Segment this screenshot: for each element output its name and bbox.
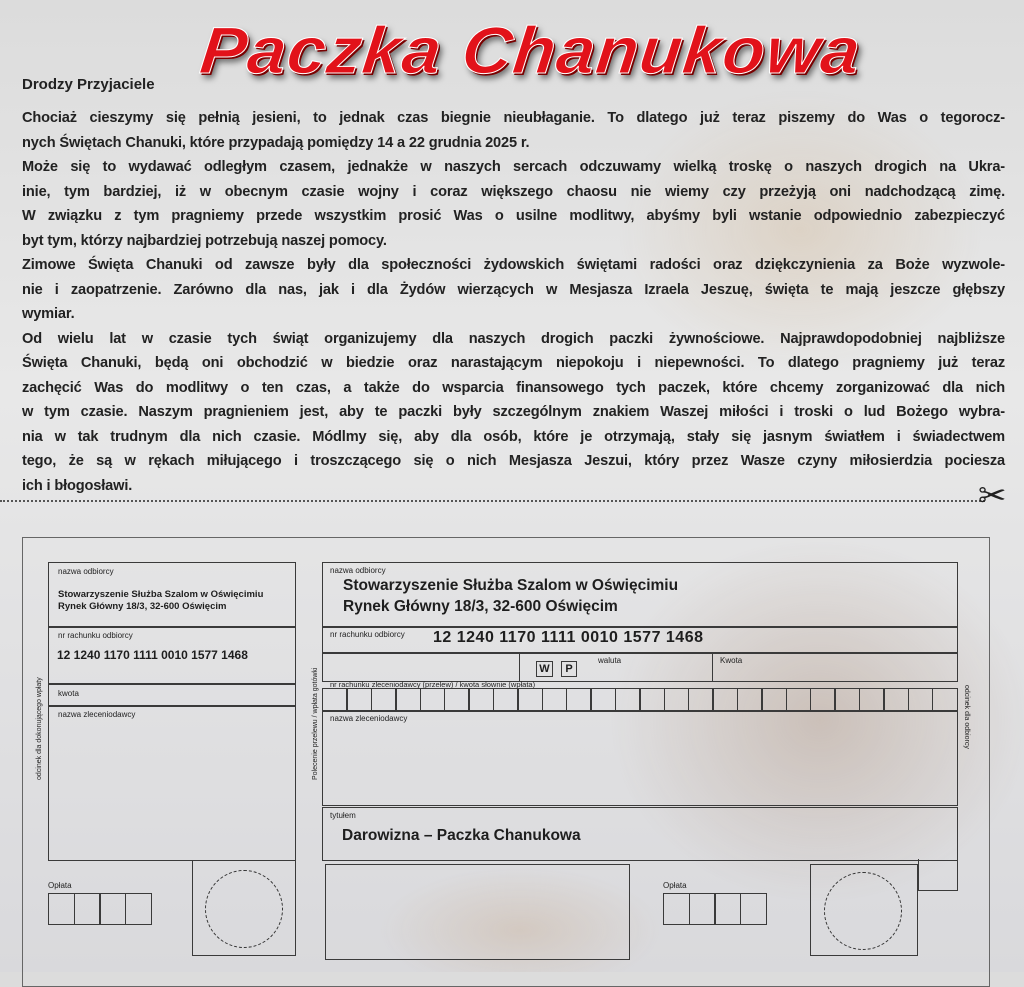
letter-line: zachęcić Was do modlitwy o ten czas, a także do wsparcia finansowego tych paczek, które chcemy zorganizować dla nich [22, 379, 1005, 396]
letter-line: byt tym, którzy najbardziej potrzebują naszej pomocy. [22, 232, 387, 249]
stub-amount-label: kwota [58, 689, 79, 698]
w-checkbox[interactable]: W [536, 661, 553, 677]
account-digit-cell[interactable] [346, 688, 372, 712]
stub-recipient-line2: Rynek Główny 18/3, 32-600 Oświęcim [58, 601, 227, 612]
recipient-line2: Rynek Główny 18/3, 32-600 Oświęcim [343, 598, 618, 615]
stub-recipient-line1: Stowarzyszenie Służba Szalom w Oświęcimiu [58, 589, 264, 600]
letter-line: W związku z tym pragniemy przede wszystkim prosić Was o usilne modlitwy, abyśmy byli wstanie odpowiednio zabezpieczyć [22, 208, 1005, 224]
letter-line: Święta Chanuki, będą oni obchodzić w biedzie oraz narastającym niepokoju i niepewności. To dlatego pragniemy już teraz [22, 355, 1005, 371]
fee-digit-cell[interactable] [689, 893, 716, 925]
cut-line [0, 500, 985, 502]
account-digit-cell[interactable] [542, 688, 568, 712]
account-digit-cell[interactable] [810, 688, 836, 712]
letter-line: Zimowe Święta Chanuki od zawsze były dla społeczności żydowskich świętami radości oraz dziękczynienia za Boże wyzwole- [22, 257, 1005, 273]
stub-payer-label: nazwa zleceniodawcy [58, 710, 136, 719]
stamp-circle-icon [824, 872, 902, 950]
stub-recipient-label: nazwa odbiorcy [58, 567, 114, 576]
stub-account-value: 12 1240 1170 1111 0010 1577 1468 [57, 648, 248, 662]
title-value: Darowizna – Paczka Chanukowa [342, 827, 581, 844]
letter-line: ich i błogosławi. [22, 477, 133, 494]
stub-side-label: odcinek dla dokonującego wpłaty [36, 677, 43, 780]
account-digit-cell[interactable] [908, 688, 934, 712]
greeting: Drodzy Przyjaciele [22, 76, 155, 93]
letter-line: Chociaż cieszymy się pełnią jesieni, to jednak czas biegnie nieubłaganie. To dlatego już teraz piszemy do Was o tegorocz- [22, 110, 1005, 126]
letter-line: nia w tak trudnym dla nich czasie. Módlmy się, aby dla osób, które je otrzymają, stały się jasnym światłem i świadectwem [22, 428, 1005, 445]
account-digit-cell[interactable] [395, 688, 421, 712]
account-digit-cell[interactable] [664, 688, 690, 712]
recipient-line1: Stowarzyszenie Służba Szalom w Oświęcimiu [343, 577, 679, 594]
recipient-field[interactable] [322, 562, 958, 628]
fee-digit-cell[interactable] [740, 893, 767, 925]
p-checkbox[interactable]: P [561, 661, 577, 677]
fee-digit-cell[interactable] [48, 893, 75, 925]
payer-field[interactable] [322, 710, 958, 806]
account-digit-cell[interactable] [712, 688, 738, 712]
fee-digit-cell[interactable] [125, 893, 152, 925]
account-digit-cell[interactable] [761, 688, 787, 712]
scissors-icon: ✂ [978, 477, 1007, 515]
fee-digit-cell[interactable] [663, 893, 690, 925]
payer-account-label: nr rachunku zleceniodawcy (przelew) / kwota słownie (wpłata) [330, 680, 536, 689]
stub-fee-label: Opłata [48, 881, 72, 890]
main-side-label: Polecenie przelewu / wpłata gotówki [312, 667, 319, 780]
recipient-label: nazwa odbiorcy [330, 566, 386, 575]
letter-line: Może się to wydawać odległym czasem, jednakże w naszych sercach odczuwamy wielką troskę o naszych drogich na Ukra- [22, 159, 1005, 175]
fee-digit-cell[interactable] [99, 893, 126, 925]
account-digit-cell[interactable] [322, 688, 348, 712]
letter-line: tego, że są w rękach miłującego i troszczącego się o nich Mesjasza Jeszui, który przez Wasze czyny miłosierdzia pociesza [22, 453, 1005, 469]
letter-line: nych Świętach Chanuki, które przypadają pomiędzy 14 a 22 grudnia 2025 r. [22, 134, 530, 151]
account-digit-cell[interactable] [737, 688, 763, 712]
account-digit-cell[interactable] [786, 688, 812, 712]
account-value: 12 1240 1170 1111 0010 1577 1468 [433, 629, 704, 646]
fee-label: Opłata [663, 881, 687, 890]
account-digit-cell[interactable] [932, 688, 958, 712]
payer-label: nazwa zleceniodawcy [330, 714, 408, 723]
stub-account-label: nr rachunku odbiorcy [58, 631, 133, 640]
account-digit-cell[interactable] [444, 688, 470, 712]
account-digit-cell[interactable] [639, 688, 665, 712]
title-notch [918, 859, 958, 891]
account-digit-cell[interactable] [420, 688, 446, 712]
page-title: Paczka Chanukowa [196, 13, 865, 87]
fee-digit-cell[interactable] [74, 893, 101, 925]
account-digit-cell[interactable] [493, 688, 519, 712]
account-digit-cell[interactable] [688, 688, 714, 712]
letter-line: inie, tym bardziej, iż w obecnym czasie wojny i coraz większego chaosu nie wiemy czy przeżyją oni nadchodzącą zimę. [22, 183, 1005, 200]
right-side-label: odcinek dla odbiorcy [963, 685, 970, 749]
stub-amount-field[interactable] [48, 683, 296, 707]
account-digit-cell[interactable] [517, 688, 543, 712]
account-digit-cell[interactable] [468, 688, 494, 712]
account-label: nr rachunku odbiorcy [330, 630, 405, 639]
account-digit-cell[interactable] [615, 688, 641, 712]
account-digit-cell[interactable] [859, 688, 885, 712]
account-digit-cell[interactable] [371, 688, 397, 712]
letter-body [22, 106, 1005, 498]
letter-line: w tym czasie. Naszym pragnieniem jest, aby te paczki były szczególnym znakiem Waszej miłości i troski o lud Bożego wybra- [22, 404, 1005, 420]
amount-label: Kwota [720, 656, 743, 665]
account-digit-cell[interactable] [834, 688, 860, 712]
stub-payer-field[interactable] [48, 705, 296, 861]
account-digit-cell[interactable] [883, 688, 909, 712]
bank-stamp-box [325, 864, 630, 960]
letter-line: nie i zaopatrzenie. Zarówno dla nas, jak i dla Żydów wierzących w Mesjasza Izraela Jeszuę, święta te mają jeszcze głębszy [22, 281, 1005, 298]
account-digit-cell[interactable] [566, 688, 592, 712]
stamp-circle-icon [205, 870, 283, 948]
account-digit-cell[interactable] [590, 688, 616, 712]
title-label: tytułem [330, 811, 356, 820]
letter-line: Od wielu lat w czasie tych świąt organizujemy dla naszych drogich paczki żywnościowe. Najprawdopodobniej najbliższe [22, 330, 1005, 347]
fee-digit-cell[interactable] [714, 893, 741, 925]
currency-label: waluta [598, 656, 622, 665]
letter-line: wymiar. [22, 306, 75, 322]
